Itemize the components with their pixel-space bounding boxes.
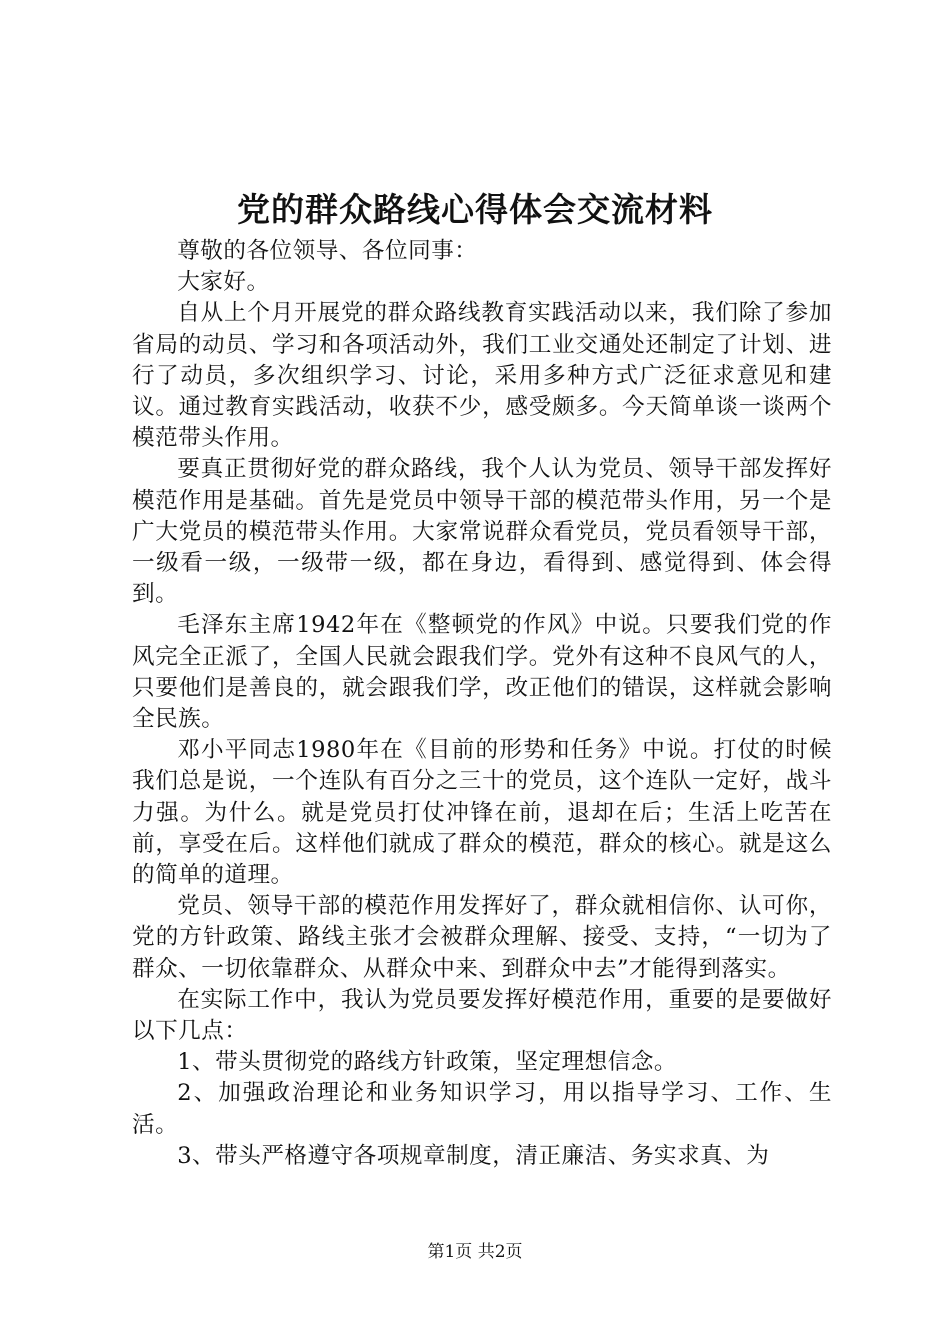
page-footer: 第1页 共2页 — [427, 1242, 523, 1262]
paragraph: 在实际工作中，我认为党员要发挥好模范作用，重要的是要做好以下几点： — [132, 986, 832, 1045]
greeting: 大家好。 — [177, 269, 270, 296]
list-item: 1、带头贯彻党的路线方针政策，坚定理想信念。 — [177, 1049, 678, 1076]
paragraph: 邓小平同志1980年在《目前的形势和任务》中说。打仗的时候我们总是说，一个连队有百分之三十的党员，这个连队一定好，战斗力强。为什么。就是党员打仗冲锋在前，退却在后；生活上吃苦在前，享受在后。这样他们就成了群众的模范，群众的核心。就是这么的简单的道理。 — [132, 737, 832, 889]
salutation: 尊敬的各位领导、各位同事： — [177, 238, 478, 264]
paragraph: 毛泽东主席1942年在《整顿党的作风》中说。只要我们党的作风完全正派了，全国人民就会跟我们学。党外有这种不良风气的人，只要他们是善良的，就会跟我们学，改正他们的错误，这样就会影响全民族。 — [132, 612, 832, 733]
document-title: 党的群众路线心得体会交流材料 — [237, 190, 713, 229]
list-item: 2、加强政治理论和业务知识学习，用以指导学习、工作、生活。 — [132, 1080, 832, 1138]
paragraph: 自从上个月开展党的群众路线教育实践活动以来，我们除了参加省局的动员、学习和各项活动外，我们工业交通处还制定了计划、进行了动员，多次组织学习、讨论，采用多种方式广泛征求意见和建议。通过教育实践活动，收获不少，感受颇多。今天简单谈一谈两个模范带头作用。 — [132, 300, 832, 452]
document-body — [132, 236, 832, 1172]
paragraph: 党员、领导干部的模范作用发挥好了，群众就相信你、认可你，党的方针政策、路线主张才会被群众理解、接受、支持，“一切为了群众、一切依靠群众、从群众中来、到群众中去”才能得到落实。 — [132, 893, 832, 982]
list-item: 3、带头严格遵守各项规章制度，清正廉洁、务实求真、为 — [177, 1142, 770, 1169]
paragraph: 要真正贯彻好党的群众路线，我个人认为党员、领导干部发挥好模范作用是基础。首先是党员中领导干部的模范带头作用，另一个是广大党员的模范带头作用。大家常说群众看党员，党员看领导干部，一级看一级，一级带一级，都在身边，看得到、感觉得到、体会得到。 — [132, 456, 832, 608]
